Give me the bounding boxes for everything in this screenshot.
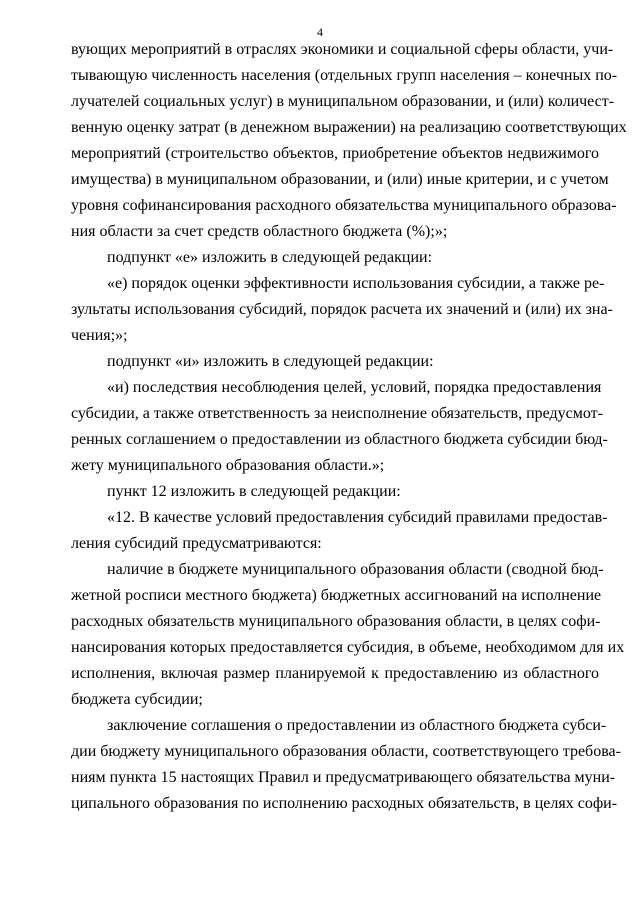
text-line: ния области за счет средств областного бюджета (%);»; <box>71 223 448 240</box>
text-line: чения;»; <box>71 327 128 344</box>
text-line: ренных соглашением о предоставлении из областного бюджета субсидии бюд- <box>71 431 608 448</box>
text-line: уровня софинансирования расходного обязательства муниципального образова- <box>71 197 617 214</box>
text-line: исполнения, включая размер планируемой к предоставлению из областного <box>71 665 599 682</box>
text-line: венную оценку затрат (в денежном выражении) на реализацию соответствующих <box>71 119 627 136</box>
text-line: жетной росписи местного бюджета) бюджетных ассигнований на исполнение <box>71 587 602 604</box>
text-line: имущества) в муниципальном образовании, и (или) иные критерии, и с учетом <box>71 171 609 188</box>
text-line: подпункт «е» изложить в следующей редакции: <box>107 249 433 266</box>
text-line: ципального образования по исполнению расходных обязательств, в целях софи- <box>71 795 618 812</box>
text-line: расходных обязательств муниципального образования области, в целях софи- <box>71 613 601 630</box>
text-line: мероприятий (строительство объектов, приобретение объектов недвижимого <box>71 145 599 162</box>
text-line: лучателей социальных услуг) в муниципальном образовании, и (или) количест- <box>71 93 615 110</box>
text-line: подпункт «и» изложить в следующей редакции: <box>107 353 434 370</box>
text-line: бюджета субсидии; <box>71 691 203 708</box>
text-line: заключение соглашения о предоставлении из областного бюджета субси- <box>107 717 607 734</box>
text-line: ниям пункта 15 настоящих Правил и предусматривающего обязательства муни- <box>71 769 616 786</box>
text-line: нансирования которых предоставляется субсидия, в объеме, необходимом для их <box>71 639 625 656</box>
text-line: субсидии, а также ответственность за неисполнение обязательств, предусмот- <box>71 405 603 422</box>
text-line: тывающую численность населения (отдельных групп населения – конечных по- <box>71 67 618 84</box>
text-line: ления субсидий предусматриваются: <box>71 535 322 552</box>
text-line: «и) последствия несоблюдения целей, условий, порядка предоставления <box>107 379 602 396</box>
text-line: жету муниципального образования области.»; <box>71 457 385 474</box>
page-number: 4 <box>317 25 323 39</box>
text-line: вующих мероприятий в отраслях экономики и социальной сферы области, учи- <box>71 41 614 58</box>
text-line: дии бюджету муниципального образования области, соответствующего требова- <box>71 743 621 760</box>
text-line: зультаты использования субсидий, порядок расчета их значений и (или) их зна- <box>71 301 613 318</box>
text-line: «е) порядок оценки эффективности использования субсидии, а также ре- <box>107 275 605 292</box>
document-body <box>71 37 627 817</box>
text-line: наличие в бюджете муниципального образования области (сводной бюд- <box>107 561 604 578</box>
text-line: «12. В качестве условий предоставления субсидий правилами предостав- <box>107 509 608 526</box>
text-line: пункт 12 изложить в следующей редакции: <box>107 483 401 500</box>
